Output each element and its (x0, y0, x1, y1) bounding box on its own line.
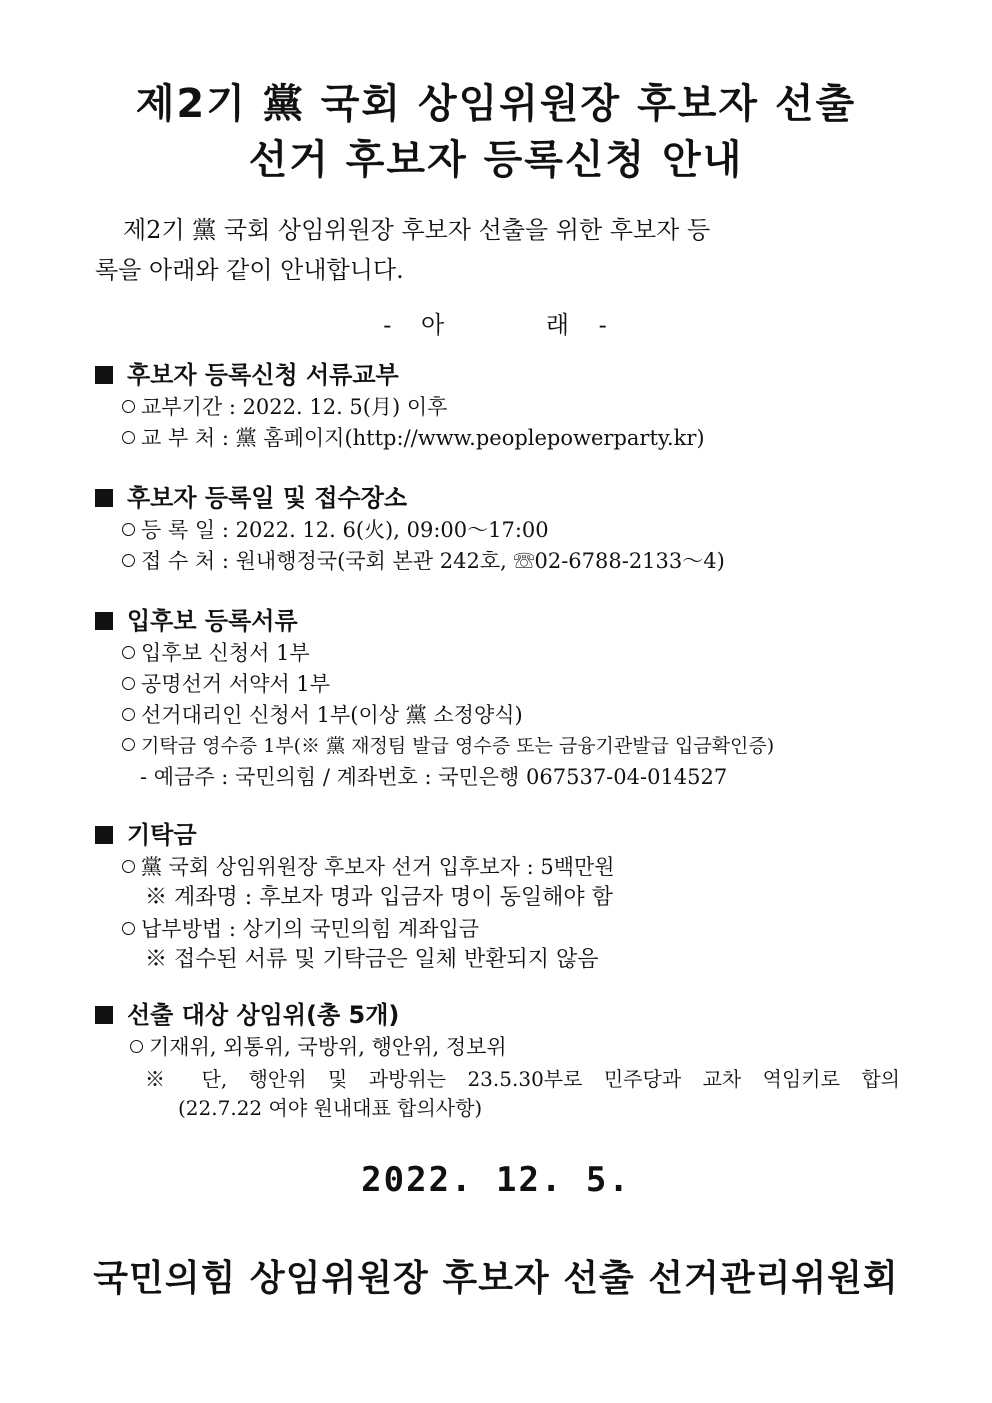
ahrae-a: 아 (420, 311, 447, 339)
circle-bullet-icon (122, 646, 135, 659)
section-5-heading-text: 선출 대상 상임위(총 5개) (127, 1001, 400, 1029)
section-2-item-text: 접 수 처 : 원내행정국(국회 본관 242호, ☏02-6788-2133～4) (141, 549, 725, 573)
square-bullet-icon (95, 366, 113, 384)
section-3-item (122, 638, 310, 668)
square-bullet-icon (95, 1006, 113, 1024)
circle-bullet-icon (122, 523, 135, 536)
section-1-item (122, 392, 447, 422)
circle-bullet-icon (122, 400, 135, 413)
square-bullet-icon (95, 612, 113, 630)
square-bullet-icon (95, 489, 113, 507)
section-2-item-text: 등 록 일 : 2022. 12. 6(火), 09:00～17:00 (141, 518, 549, 542)
section-2-heading (95, 483, 407, 513)
intro-line-2: 록을 아래와 같이 안내합니다. (95, 256, 404, 284)
section-2-heading-text: 후보자 등록일 및 접수장소 (127, 484, 408, 512)
section-2-item (122, 515, 549, 545)
section-3-item (122, 700, 523, 730)
section-4-heading-text: 기탁금 (127, 821, 197, 849)
section-1-item-text: 교 부 처 : 黨 홈페이지(http://www.peoplepowerparty.kr) (141, 426, 705, 450)
circle-bullet-icon (122, 708, 135, 721)
ahrae-rae: 래 (545, 311, 571, 339)
section-3-item-text: 선거대리인 신청서 1부(이상 黨 소정양식) (141, 703, 523, 727)
section-2-item (122, 546, 725, 576)
section-1-heading-text: 후보자 등록신청 서류교부 (127, 361, 399, 389)
section-4-heading (95, 820, 197, 850)
circle-bullet-icon (122, 431, 135, 444)
section-1-item-text: 교부기간 : 2022. 12. 5(月) 이후 (141, 395, 448, 419)
section-3-item-text: 입후보 신청서 1부 (141, 641, 310, 665)
ahrae-heading (0, 305, 992, 340)
section-5-item (130, 1032, 507, 1062)
ahrae-dash-right: - (598, 311, 609, 339)
intro-line-1: 제2기 黨 국회 상임위원장 후보자 선출을 위한 후보자 등 (123, 216, 711, 244)
section-3-item-text: 공명선거 서약서 1부 (141, 672, 330, 696)
intro-paragraph (95, 210, 900, 290)
section-3-item-text: 기탁금 영수증 1부(※ 黨 재정팀 발급 영수증 또는 금융기관발급 입금확인증) (141, 735, 775, 757)
section-4-note-2: ※ 접수된 서류 및 기탁금은 일체 반환되지 않음 (145, 947, 599, 972)
circle-bullet-icon (122, 860, 135, 873)
section-1-heading (95, 360, 399, 390)
section-4-note-1: ※ 계좌명 : 후보자 명과 입금자 명이 동일해야 함 (145, 885, 613, 910)
section-5-note-1: ※ 단, 행안위 및 과방위는 23.5.30부로 민주당과 교차 역임키로 합의 (145, 1067, 900, 1091)
section-3-item (122, 731, 774, 761)
circle-bullet-icon (122, 554, 135, 567)
section-3-heading-text: 입후보 등록서류 (127, 607, 298, 635)
section-5-note-2: (22.7.22 여야 원내대표 합의사항) (178, 1096, 483, 1120)
circle-bullet-icon (130, 1040, 143, 1053)
title-line-2: 선거 후보자 등록신청 안내 (248, 137, 744, 183)
circle-bullet-icon (122, 738, 135, 751)
section-5-item-text: 기재위, 외통위, 국방위, 행안위, 정보위 (149, 1035, 507, 1059)
title-line-1: 제2기 黨 국회 상임위원장 후보자 선출 (135, 81, 857, 127)
section-4-item-text: 黨 국회 상임위원장 후보자 선거 입후보자 : 5백만원 (141, 855, 615, 879)
section-3-item (122, 669, 330, 699)
circle-bullet-icon (122, 922, 135, 935)
document-date: 2022. 12. 5. (361, 1160, 631, 1200)
square-bullet-icon (95, 826, 113, 844)
section-3-heading (95, 606, 298, 636)
section-3-account: - 예금주 : 국민의힘 / 계좌번호 : 국민은행 067537-04-014527 (140, 765, 728, 789)
section-5-heading (95, 1000, 399, 1030)
issuer-footer: 국민의힘 상임위원장 후보자 선출 선거관리위원회 (93, 1258, 899, 1299)
section-4-item-text: 납부방법 : 상기의 국민의힘 계좌입금 (141, 917, 480, 941)
ahrae-dash-left: - (383, 311, 394, 339)
section-4-item (122, 852, 615, 882)
circle-bullet-icon (122, 677, 135, 690)
section-4-item (122, 914, 479, 944)
section-1-item (122, 423, 705, 453)
